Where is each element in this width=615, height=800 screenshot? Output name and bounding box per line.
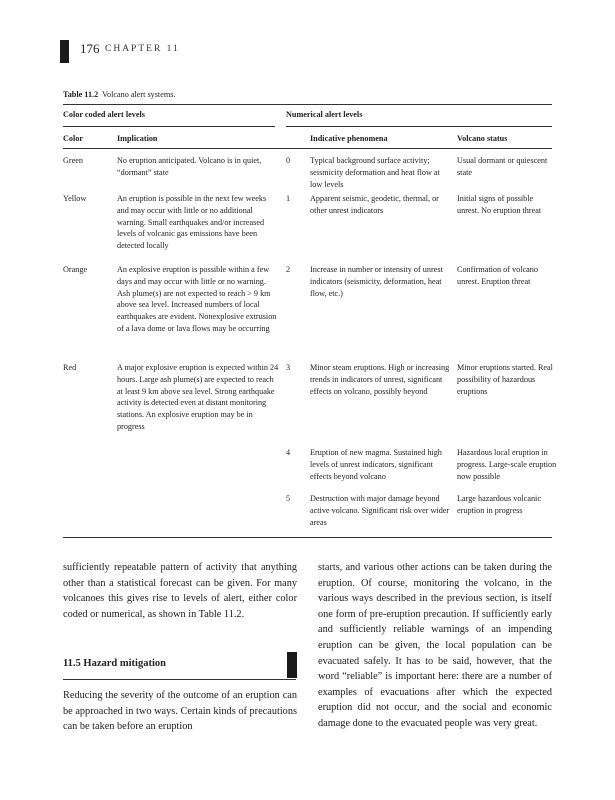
header-marker-bar	[60, 40, 69, 63]
col-head-color: Color	[63, 134, 84, 143]
numeric-level: 1	[286, 194, 291, 203]
group-color-rule	[63, 126, 275, 127]
body-left-paragraph-2: Reducing the severity of the outcome of an eruption can be approached in two ways. Certain kinds of precautions can be taken before an eruption	[63, 690, 297, 733]
numeric-status: Minor eruptions started. Real possibility of hazardous eruptions	[457, 363, 553, 396]
section-heading-bar	[287, 652, 297, 678]
numeric-phenomena: Eruption of new magma. Sustained high levels of unrest indicators, significant effects beyond volcano	[310, 448, 442, 481]
color-level-implication: No eruption anticipated. Volcano is in quiet, “dormant” state	[117, 156, 262, 177]
page-number: 176	[80, 41, 100, 56]
group-heading-numeric: Numerical alert levels	[286, 110, 363, 119]
table-caption-text: Volcano alert systems.	[102, 90, 176, 99]
table-bottom-rule	[63, 537, 552, 538]
numeric-phenomena: Apparent seismic, geodetic, thermal, or other unrest indicators	[310, 194, 439, 215]
section-heading-rule	[63, 679, 296, 680]
numeric-phenomena: Typical background surface activity; seismicity deformation and heat flow at low levels	[310, 156, 440, 189]
header-bottom-rule	[63, 148, 552, 149]
table-top-rule	[63, 104, 552, 105]
group-numeric-rule	[286, 126, 552, 127]
col-head-implication: Implication	[117, 134, 158, 143]
numeric-status: Large hazardous volcanic eruption in progress	[457, 494, 541, 515]
color-level-implication: A major explosive eruption is expected within 24 hours. Large ash plume(s) are expected to reach at least 9 km above sea level. Strong earthquake activity is detected even at distant monitoring stations. An explosive eruption may be in progress	[117, 363, 279, 431]
col-head-status: Volcano status	[457, 134, 508, 143]
color-level-implication: An eruption is possible in the next few weeks and may occur with little or no additional warning. Small earthquakes and/or increased levels of volcanic gas emissions have been detected locally	[117, 194, 267, 251]
color-level-name: Orange	[63, 265, 88, 274]
numeric-level: 5	[286, 494, 291, 503]
color-level-name: Green	[63, 156, 84, 165]
table-caption-label: Table 11.2	[63, 90, 99, 99]
chapter-label: CHAPTER 11	[105, 44, 180, 54]
numeric-phenomena: Minor steam eruptions. High or increasing trends in indicators of unrest, significant effects on volcano, possibly beyond	[310, 363, 450, 396]
numeric-status: Initial signs of possible unrest. No eruption threat	[457, 194, 542, 215]
col-head-phenomena: Indicative phenomena	[310, 134, 388, 143]
numeric-level: 4	[286, 448, 291, 457]
numeric-phenomena: Destruction with major damage beyond active volcano. Significant risk over wider areas	[310, 494, 450, 527]
numeric-status: Confirmation of volcano unrest. Eruption threat	[457, 265, 538, 286]
numeric-level: 2	[286, 265, 291, 274]
color-level-name: Red	[63, 363, 77, 372]
color-level-implication: An explosive eruption is possible within a few days and may occur with little or no warning. Ash plume(s) are not expected to reach > 9 km above sea level. Increased numbers of local earthquakes are evident. Nonexplosive extrusion of a lava dome or lava flows may be occurring	[117, 265, 277, 333]
numeric-status: Usual dormant or quiescent state	[457, 156, 548, 177]
body-right-paragraph: starts, and various other actions can be taken during the eruption. Of course, monitoring the volcano, in the various ways described in the previous section, is itself one form of pre-eruption precaution. If sufficiently early and sufficiently reliable warnings of an impending eruption can be given, the local population can be evacuated safely. It has to be said, however, that the word “reliable” is important here: there are a number of examples of evacuations after which the expected eruption did not occur, and the social and economic damage done to the evacuated people was very great.	[318, 562, 552, 729]
numeric-status: Hazardous local eruption in progress. Large-scale eruption now possible	[457, 448, 557, 481]
section-heading: 11.5 Hazard mitigation	[63, 658, 166, 669]
table-caption	[63, 90, 175, 99]
color-level-name: Yellow	[63, 194, 87, 203]
numeric-phenomena: Increase in number or intensity of unrest indicators (seismicity, deformation, heat flow, etc.)	[310, 265, 443, 298]
body-left-paragraph-1: sufficiently repeatable pattern of activity that anything other than a statistical forecast can be given. For many volcanoes this gives rise to levels of alert, either color coded or numerical, as shown in Table 11.2.	[63, 562, 297, 620]
numeric-level: 3	[286, 363, 291, 372]
numeric-level: 0	[286, 156, 291, 165]
group-heading-color: Color coded alert levels	[63, 110, 145, 119]
